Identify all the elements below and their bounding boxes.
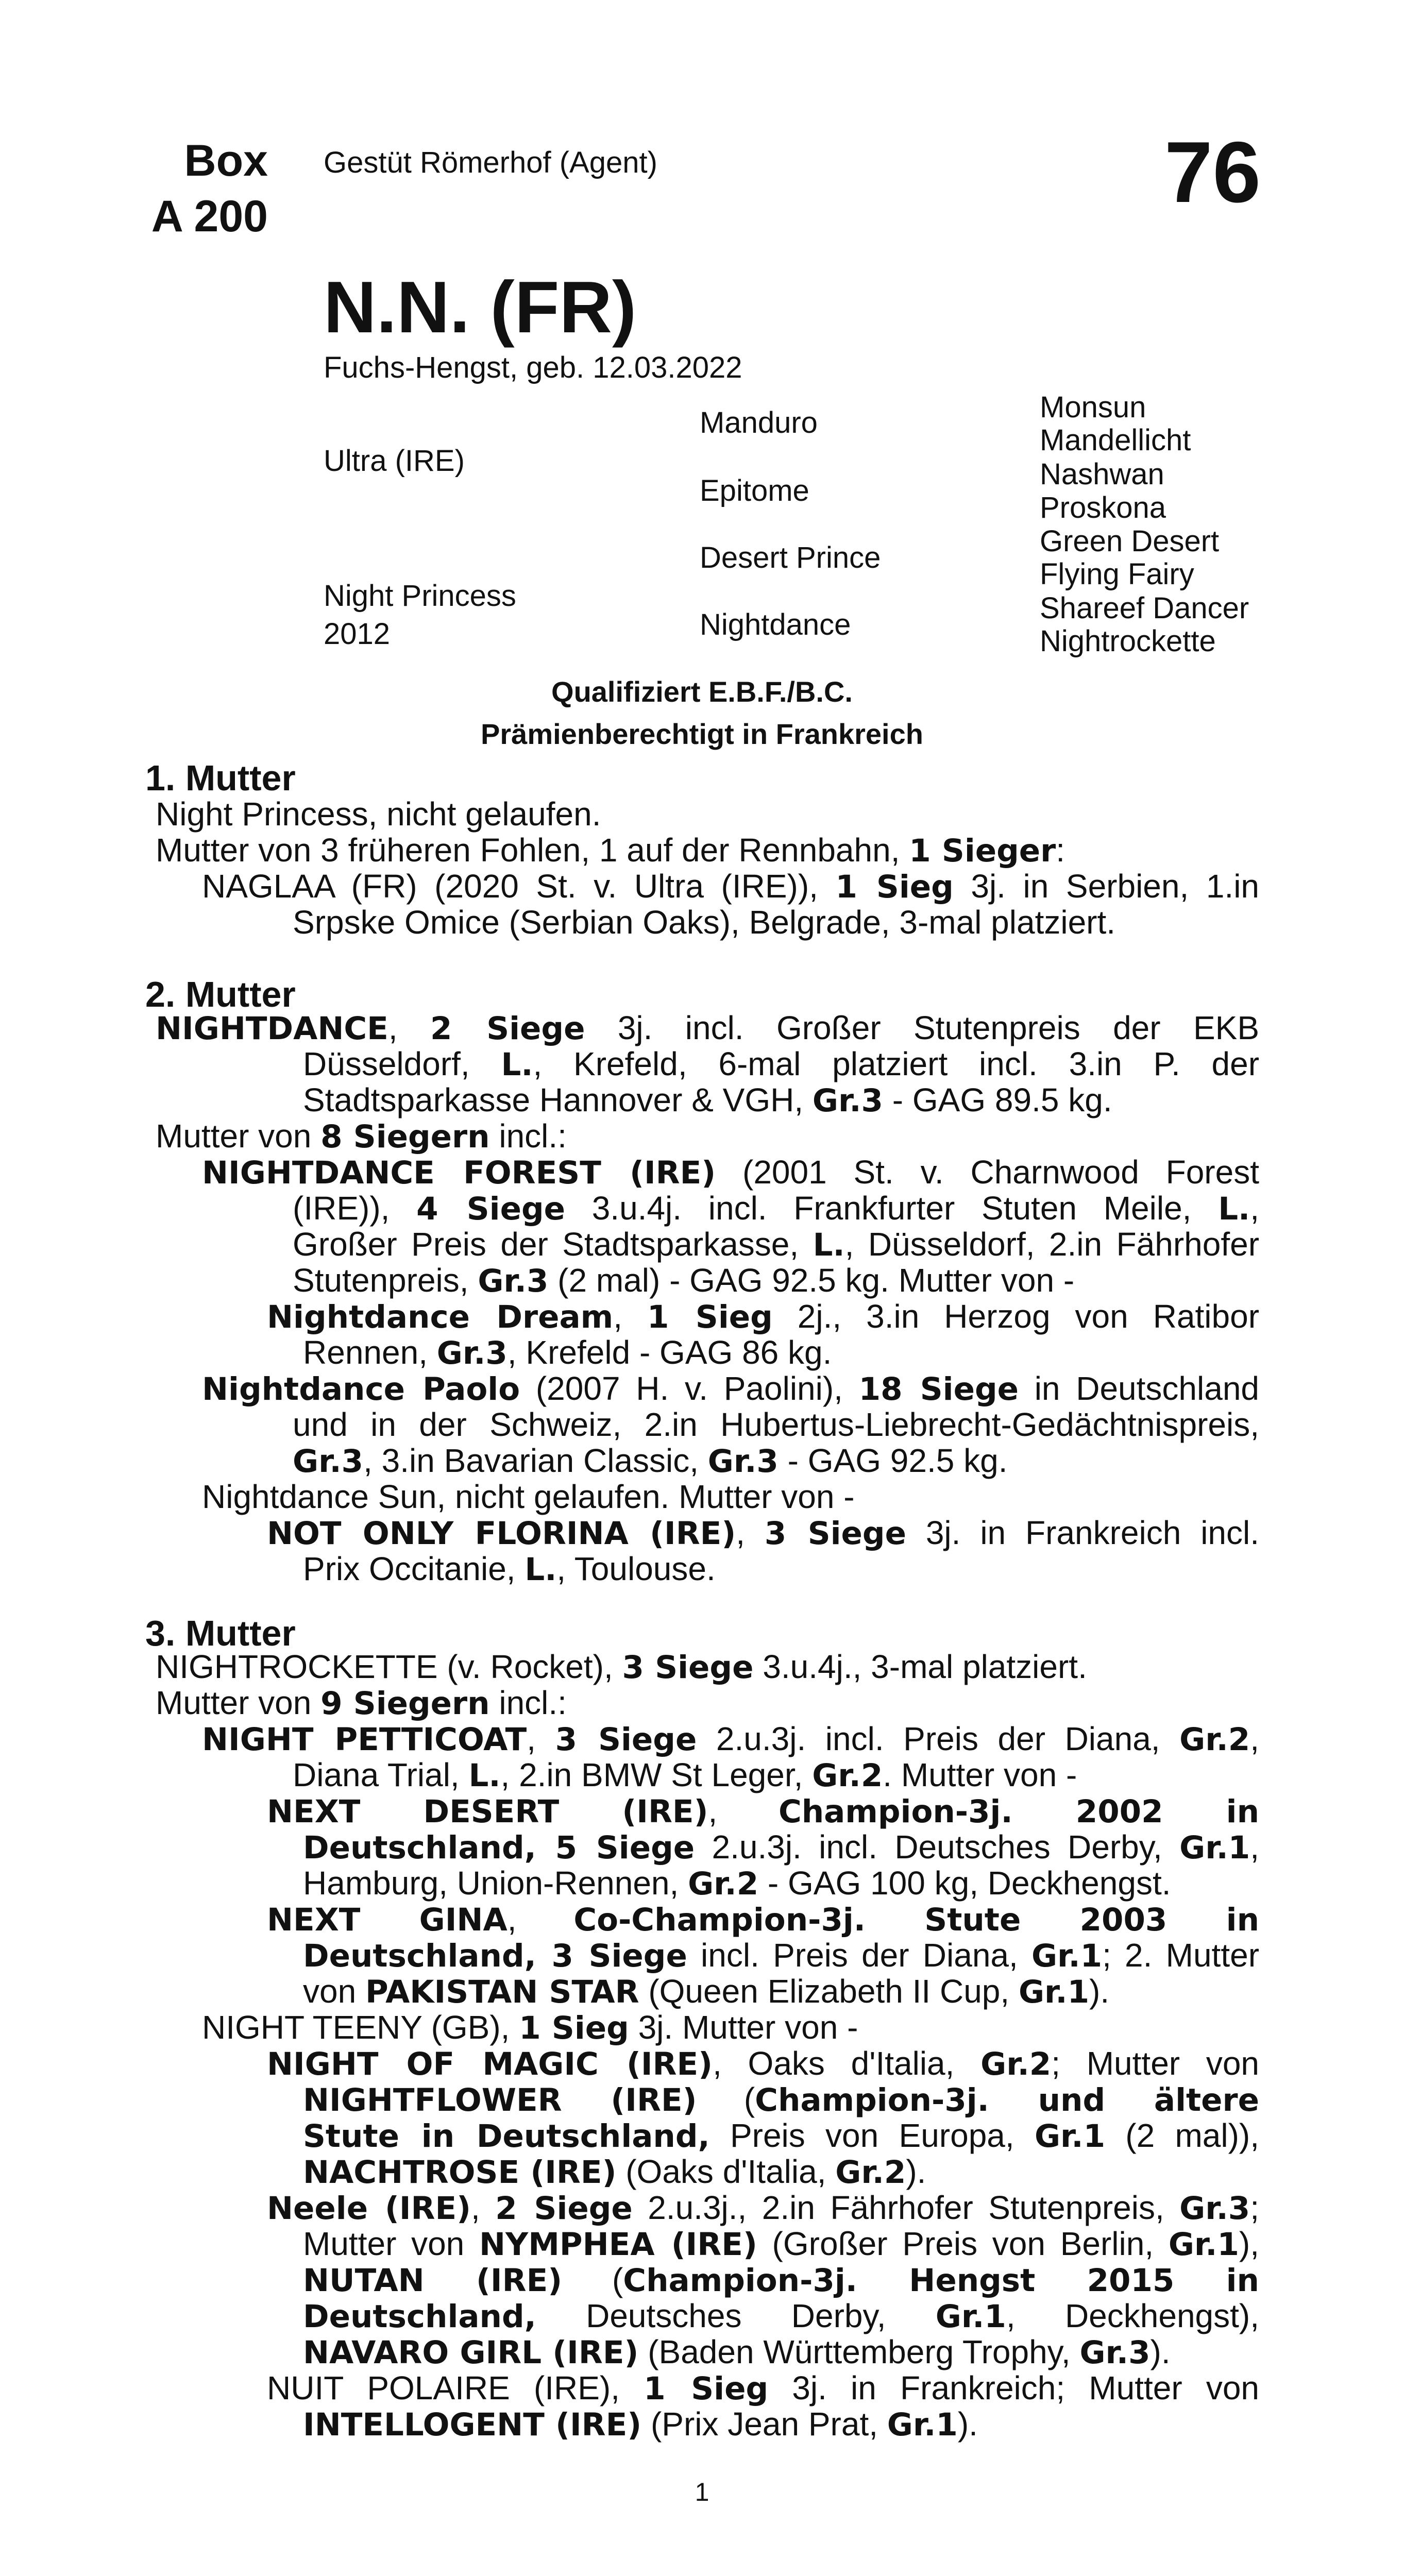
pedigree-grandparent: Desert Prince [700, 541, 881, 574]
first-dam-line: Mutter von 3 früheren Fohlen, 1 auf der Rennbahn, 1 Sieger: [156, 832, 1065, 869]
second-dam-line: Nightdance Paolo (2007 H. v. Paolini), 18 Siege in Deutschland [202, 1370, 1260, 1408]
pedigree-grandparent: Epitome [700, 474, 809, 507]
lot-number: 76 [1164, 124, 1261, 221]
first-dam-line: Srpske Omice (Serbian Oaks), Belgrade, 3-mal platziert. [293, 904, 1116, 941]
second-dam-line: Mutter von 8 Siegern incl.: [156, 1117, 567, 1155]
box-label: Box [184, 136, 268, 185]
pedigree-great-grandparent: Mandellicht [1040, 423, 1191, 457]
first-dam-line: NAGLAA (FR) (2020 St. v. Ultra (IRE)), 1 Sieg 3j. in Serbien, 1.in [202, 868, 1260, 905]
section-first-dam: 1. Mutter [145, 758, 296, 798]
agent-name: Gestüt Römerhof (Agent) [324, 146, 657, 179]
second-dam-line: NIGHTDANCE FOREST (IRE) (2001 St. v. Charnwood Forest [202, 1154, 1259, 1191]
second-dam-line: und in der Schweiz, 2.in Hubertus-Liebrecht-Gedächtnispreis, [293, 1406, 1259, 1443]
third-dam-line: NUIT POLAIRE (IRE), 1 Sieg 3j. in Frankreich; Mutter von [267, 2369, 1260, 2407]
third-dam-line: NAVARO GIRL (IRE) (Baden Württemberg Trophy, Gr.3). [303, 2333, 1171, 2371]
pedigree-grandparent: Manduro [700, 406, 818, 439]
second-dam-line: Prix Occitanie, L., Toulouse. [303, 1550, 716, 1588]
third-dam-line: INTELLOGENT (IRE) (Prix Jean Prat, Gr.1). [303, 2405, 978, 2443]
pedigree-grandparent: Nightdance [700, 608, 851, 641]
second-dam-line: Stutenpreis, Gr.3 (2 mal) - GAG 92.5 kg. Mutter von - [293, 1262, 1075, 1299]
second-dam-line: Düsseldorf, L., Krefeld, 6-mal platziert incl. 3.in P. der [303, 1045, 1260, 1083]
page-number: 1 [695, 2478, 709, 2506]
third-dam-line: Mutter von 9 Siegern incl.: [156, 1684, 567, 1722]
second-dam-line: Nightdance Sun, nicht gelaufen. Mutter von - [202, 1478, 855, 1515]
second-dam-line: Stadtsparkasse Hannover & VGH, Gr.3 - GAG 89.5 kg. [303, 1081, 1112, 1119]
pedigree-sire: Ultra (IRE) [324, 444, 465, 478]
second-dam-line: Großer Preis der Stadtsparkasse, L., Düsseldorf, 2.in Fährhofer [293, 1226, 1260, 1263]
third-dam-line: Deutschland, 5 Siege 2.u.3j. incl. Deutsches Derby, Gr.1, [303, 1828, 1259, 1866]
third-dam-line: NIGHTFLOWER (IRE) (Champion-3j. und ältere [303, 2081, 1259, 2119]
third-dam-line: von PAKISTAN STAR (Queen Elizabeth II Cup, Gr.1). [303, 1973, 1110, 2010]
pedigree-dam: Night Princess [324, 579, 516, 613]
third-dam-line: NIGHT TEENY (GB), 1 Sieg 3j. Mutter von - [202, 2009, 858, 2046]
second-dam-line: Nightdance Dream, 1 Sieg 2j., 3.in Herzog von Ratibor [267, 1298, 1260, 1335]
pedigree-great-grandparent: Flying Fairy [1040, 557, 1194, 591]
first-dam-line: Night Princess, nicht gelaufen. [156, 795, 601, 833]
section-second-dam: 2. Mutter [145, 974, 296, 1014]
second-dam-line: Gr.3, 3.in Bavarian Classic, Gr.3 - GAG 92.5 kg. [293, 1442, 1008, 1480]
horse-name: N.N. (FR) [324, 266, 637, 348]
third-dam-line: NEXT DESERT (IRE), Champion-3j. 2002 in [267, 1792, 1260, 1830]
pedigree-dam-year: 2012 [324, 617, 391, 651]
horse-description: Fuchs-Hengst, geb. 12.03.2022 [324, 351, 742, 384]
third-dam-line: Stute in Deutschland, Preis von Europa, Gr.1 (2 mal)), [303, 2117, 1260, 2155]
pedigree-great-grandparent: Shareef Dancer [1040, 591, 1249, 625]
box-code: A 200 [151, 192, 268, 241]
third-dam-line: NIGHT OF MAGIC (IRE), Oaks d'Italia, Gr.2; Mutter von [267, 2045, 1260, 2082]
third-dam-line: NEXT GINA, Co-Champion-3j. Stute 2003 in [267, 1901, 1260, 1938]
pedigree-great-grandparent: Nashwan [1040, 457, 1164, 491]
second-dam-line: (IRE)), 4 Siege 3.u.4j. incl. Frankfurter Stuten Meile, L., [293, 1190, 1260, 1227]
third-dam-line: Deutschland, 3 Siege incl. Preis der Diana, Gr.1; 2. Mutter [303, 1937, 1259, 1974]
qualification-ebf: Qualifiziert E.B.F./B.C. [551, 675, 853, 708]
third-dam-line: Mutter von NYMPHEA (IRE) (Großer Preis von Berlin, Gr.1), [303, 2225, 1260, 2263]
third-dam-line: Neele (IRE), 2 Siege 2.u.3j., 2.in Fährhofer Stutenpreis, Gr.3; [267, 2189, 1259, 2227]
pedigree-great-grandparent: Green Desert [1040, 524, 1220, 558]
second-dam-line: NOT ONLY FLORINA (IRE), 3 Siege 3j. in Frankreich incl. [267, 1514, 1260, 1552]
third-dam-line: Diana Trial, L., 2.in BMW St Leger, Gr.2. Mutter von - [293, 1756, 1077, 1794]
qualification-france: Prämienberechtigt in Frankreich [481, 718, 923, 750]
pedigree-great-grandparent: Proskona [1040, 491, 1166, 524]
pedigree-great-grandparent: Nightrockette [1040, 624, 1216, 658]
pedigree-great-grandparent: Monsun [1040, 391, 1146, 424]
second-dam-line: Rennen, Gr.3, Krefeld - GAG 86 kg. [303, 1334, 832, 1371]
second-dam-line: NIGHTDANCE, 2 Siege 3j. incl. Großer Stutenpreis der EKB [156, 1009, 1260, 1047]
third-dam-line: NIGHT PETTICOAT, 3 Siege 2.u.3j. incl. Preis der Diana, Gr.2, [202, 1720, 1260, 1758]
third-dam-line: NACHTROSE (IRE) (Oaks d'Italia, Gr.2). [303, 2153, 926, 2191]
third-dam-line: NIGHTROCKETTE (v. Rocket), 3 Siege 3.u.4j., 3-mal platziert. [156, 1648, 1087, 1686]
third-dam-line: NUTAN (IRE) (Champion-3j. Hengst 2015 in [303, 2261, 1259, 2299]
section-third-dam: 3. Mutter [145, 1613, 296, 1653]
third-dam-line: Hamburg, Union-Rennen, Gr.2 - GAG 100 kg, Deckhengst. [303, 1865, 1171, 1902]
third-dam-line: Deutschland, Deutsches Derby, Gr.1, Deckhengst), [303, 2297, 1259, 2335]
